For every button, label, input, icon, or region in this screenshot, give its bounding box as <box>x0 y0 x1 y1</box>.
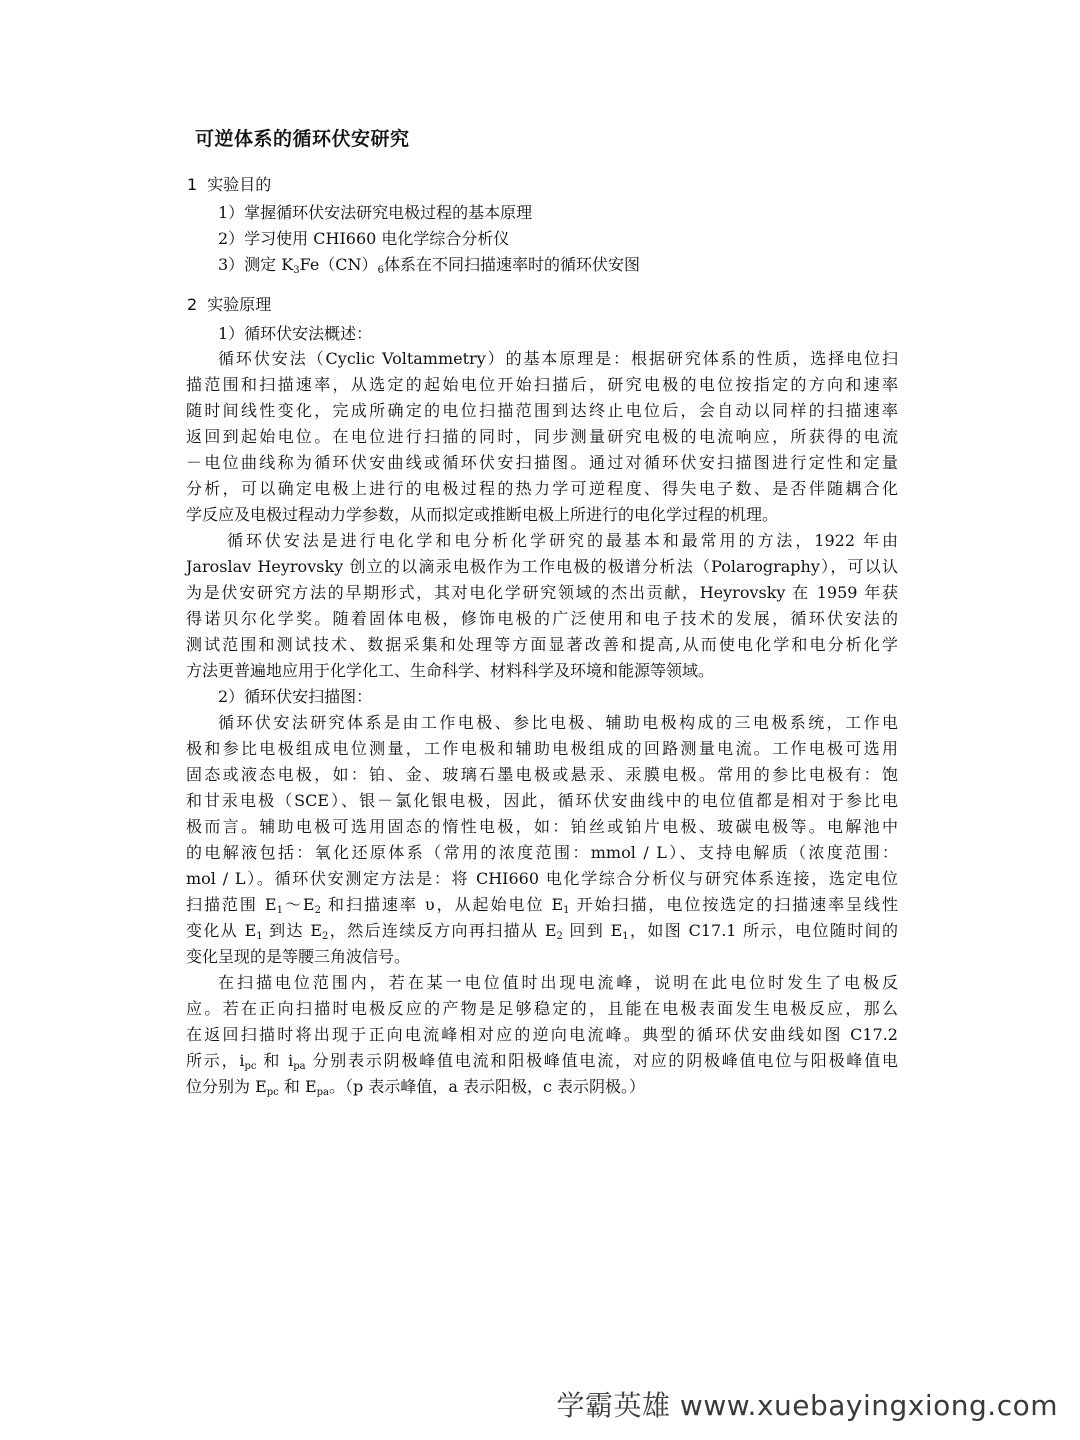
paragraph-line: 变化呈现的是等腰三角波信号。 <box>186 947 411 966</box>
paragraph-line: 固态或液态电极，如：铂、金、玻璃石墨电极或悬汞、汞膜电极。常用的参比电极有：饱 <box>186 765 898 784</box>
paragraph-line: 学反应及电极过程动力学参数，从而拟定或推断电极上所进行的电化学过程的机理。 <box>186 505 779 524</box>
paragraph-line: 极而言。辅助电极可选用固态的惰性电极，如：铂丝或铂片电极、玻碳电极等。电解池中 <box>186 817 898 836</box>
paragraph-line: 循环伏安法（Cyclic Voltammetry）的基本原理是：根据研究体系的性质，选择电位扫 <box>218 349 898 368</box>
paragraph-line: 循环伏安法是进行电化学和电分析化学研究的最基本和最常用的方法，1922 年由 <box>227 531 898 550</box>
document-title: 可逆体系的循环伏安研究 <box>195 128 410 150</box>
objective-item: 2）学习使用 CHI660 电化学综合分析仪 <box>218 229 510 248</box>
objective-item: 1）掌握循环伏安法研究电极过程的基本原理 <box>218 203 533 222</box>
paragraph-line: 循环伏安法研究体系是由工作电极、参比电极、辅助电极构成的三电极系统，工作电 <box>218 713 898 732</box>
paragraph-line: 应。若在正向扫描时电极反应的产物是足够稳定的，且能在电极表面发生电极反应，那么 <box>186 999 898 1018</box>
paragraph-line: 为是伏安研究方法的早期形式，其对电化学研究领域的杰出贡献，Heyrovsky 在 1959 年获 <box>186 583 898 602</box>
paragraph-line: 扫描范围 $E_1\sim E_2$ 和扫描速率 υ，从起始电位 $E_1$ 开始扫描，电位按选定的扫描速率呈线性 <box>186 895 898 916</box>
paragraph-line: 的电解液包括：氧化还原体系（常用的浓度范围：mmol / L）、支持电解质（浓度范围： <box>186 843 898 862</box>
section-number: 2 <box>187 295 198 314</box>
paragraph-line: 和甘汞电极（SCE）、银－氯化银电极，因此，循环伏安曲线中的电位值都是相对于参比电 <box>186 791 898 810</box>
subheading-scan-plot: 2）循环伏安扫描图： <box>218 687 373 706</box>
paragraph-line: 返回到起始电位。在电位进行扫描的同时，同步测量研究电极的电流响应，所获得的电流 <box>186 427 898 446</box>
paragraph-line: 分析，可以确定电极上进行的电极过程的热力学可逆程度、得失电子数、是否伴随耦合化 <box>186 479 898 498</box>
paragraph-line: 所示，$i_{pc}$ 和 $i_{pa}$ 分别表示阴极峰值电流和阳极峰值电流，对应的阴极峰值电位与阳极峰值电 <box>186 1051 898 1072</box>
paragraph-line: 描范围和扫描速率，从选定的起始电位开始扫描后，研究电极的电位按指定的方向和速率 <box>186 375 898 394</box>
paragraph-line: 测试范围和测试技术、数据采集和处理等方面显著改善和提高,从而使电化学和电分析化学 <box>186 635 898 654</box>
section-title: 实验目的 <box>207 175 272 194</box>
section-heading-principle <box>187 292 271 315</box>
paragraph-line: Jaroslav Heyrovsky 创立的以滴汞电极作为工作电极的极谱分析法（Polarography），可以认 <box>186 557 898 576</box>
footer-watermark: 学霸英雄 www.xuebayingxiong.com <box>556 1389 1058 1422</box>
paragraph-line: 在扫描电位范围内，若在某一电位值时出现电流峰，说明在此电位时发生了电极反 <box>218 973 898 992</box>
paragraph-line: －电位曲线称为循环伏安曲线或循环伏安扫描图。通过对循环伏安扫描图进行定性和定量 <box>186 453 898 472</box>
subheading-overview: 1）循环伏安法概述： <box>218 324 373 343</box>
paragraph-line: 极和参比电极组成电位测量，工作电极和辅助电极组成的回路测量电流。工作电极可选用 <box>186 739 898 758</box>
paragraph-line: 随时间线性变化，完成所确定的电位扫描范围到达终止电位后，会自动以同样的扫描速率 <box>186 401 898 420</box>
section-heading-objectives <box>187 172 271 195</box>
section-number: 1 <box>187 175 198 194</box>
paragraph-line: 方法更普遍地应用于化学化工、生命科学、材料科学及环境和能源等领域。 <box>186 661 715 680</box>
section-title: 实验原理 <box>207 295 272 314</box>
paragraph-line: mol / L）。循环伏安测定方法是：将 CHI660 电化学综合分析仪与研究体系连接，选定电位 <box>186 869 898 888</box>
objective-item: 3）测定 $K_3Fe(CN)_6$体系在不同扫描速率时的循环伏安图 <box>218 255 640 276</box>
paragraph-line: 得诺贝尔化学奖。随着固体电极，修饰电极的广泛使用和电子技术的发展，循环伏安法的 <box>186 609 898 628</box>
paragraph-line: 变化从 $E_1$ 到达 $E_2$，然后连续反方向再扫描从 $E_2$ 回到 $E_1$，如图 C17.1 所示，电位随时间的 <box>186 921 898 942</box>
paragraph-line: 位分别为 $E_{pc}$ 和 $E_{pa}$。（p 表示峰值，a 表示阳极，c 表示阴极。） <box>186 1077 646 1098</box>
paragraph-line: 在返回扫描时将出现于正向电流峰相对应的逆向电流峰。典型的循环伏安曲线如图 C17.2 <box>186 1025 898 1044</box>
